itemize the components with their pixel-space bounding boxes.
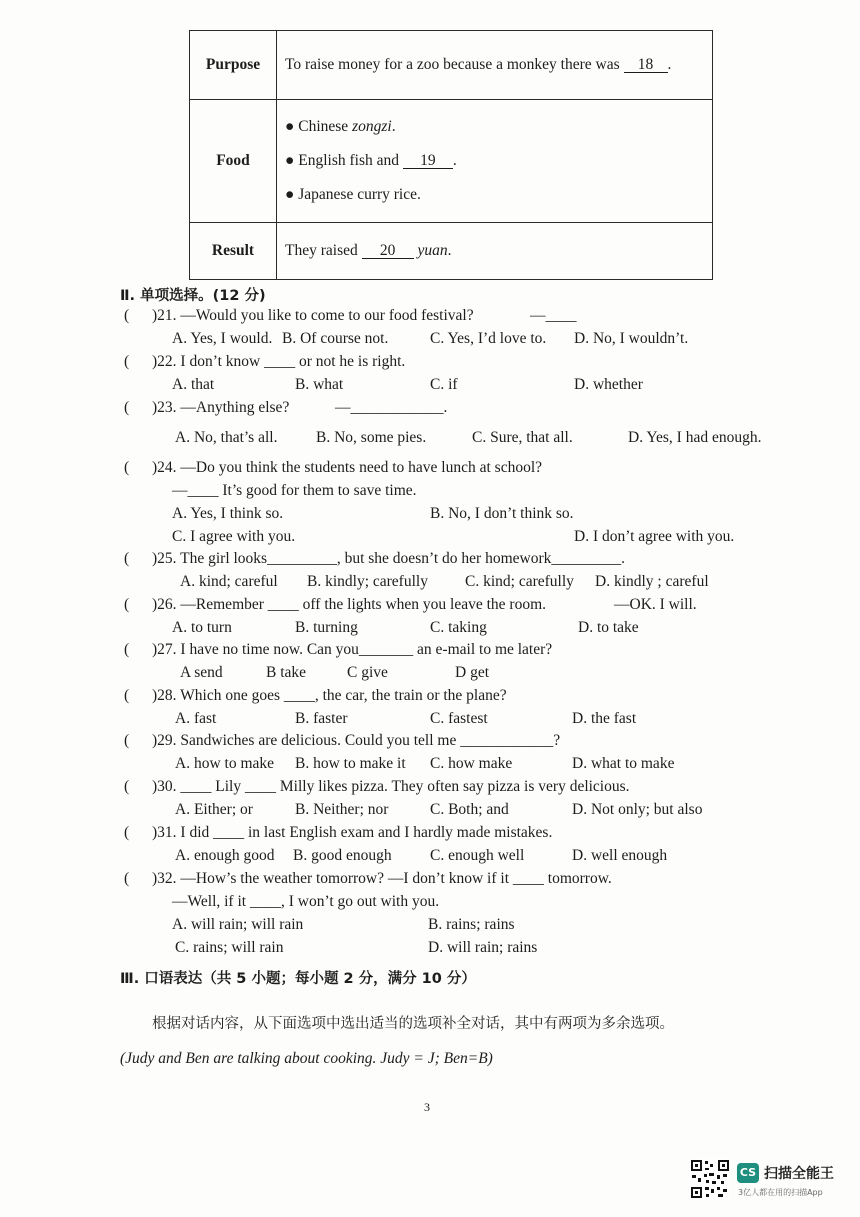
q32-stem: )32. —How’s the weather tomorrow? —I don’t know if it ____ tomorrow. xyxy=(152,870,612,887)
q25-option-b[interactable]: B. kindly; carefully xyxy=(307,573,428,590)
q23-option-d[interactable]: D. Yes, I had enough. xyxy=(628,429,762,446)
q21-stem: )21. —Would you like to come to our food festival? xyxy=(152,307,474,324)
q22-option-a[interactable]: A. that xyxy=(172,376,215,393)
blank-19: 19 xyxy=(403,153,453,169)
q21-option-b[interactable]: B. Of course not. xyxy=(282,330,389,347)
q31-stem: )31. I did ____ in last English exam and I hardly made mistakes. xyxy=(152,824,553,841)
q22-paren: ( xyxy=(124,353,130,370)
q26-option-b[interactable]: B. turning xyxy=(295,619,358,636)
q25-paren: ( xyxy=(124,550,130,567)
q30-option-a[interactable]: A. Either; or xyxy=(175,801,253,818)
q30-option-d[interactable]: D. Not only; but also xyxy=(572,801,703,818)
q32-option-b[interactable]: B. rains; rains xyxy=(428,916,515,933)
result-label: Result xyxy=(190,223,277,280)
section3-instruction: 根据对话内容，从下面选项中选出适当的选项补全对话，其中有两项为多余选项。 xyxy=(152,1016,674,1032)
q32-option-c[interactable]: C. rains; will rain xyxy=(175,939,284,956)
food-label: Food xyxy=(190,100,277,223)
q29-option-b[interactable]: B. how to make it xyxy=(295,755,406,772)
food-item2-text: ● English fish and xyxy=(285,152,399,169)
q28-stem: )28. Which one goes ____, the car, the train or the plane? xyxy=(152,687,507,704)
purpose-cell xyxy=(277,31,713,100)
q22-option-c[interactable]: C. if xyxy=(430,376,458,393)
food-row xyxy=(190,100,713,223)
q32-option-d[interactable]: D. will rain; rains xyxy=(428,939,538,956)
q30-option-c[interactable]: C. Both; and xyxy=(430,801,509,818)
food-item-zongzi xyxy=(285,110,712,144)
q24-line2: —____ It’s good for them to save time. xyxy=(172,482,417,499)
q23-stem: )23. —Anything else? xyxy=(152,399,290,416)
q28-option-a[interactable]: A. fast xyxy=(175,710,217,727)
q27-stem: )27. I have no time now. Can you_______ an e-mail to me later? xyxy=(152,641,553,658)
section2-title-text: Ⅱ. 单项选择。(12 分) xyxy=(120,288,266,304)
q31-option-c[interactable]: C. enough well xyxy=(430,847,525,864)
q26-option-d[interactable]: D. to take xyxy=(578,619,639,636)
q23-option-c[interactable]: C. Sure, that all. xyxy=(472,429,573,446)
q29-option-d[interactable]: D. what to make xyxy=(572,755,675,772)
result-end: . xyxy=(447,242,452,259)
q21-option-a[interactable]: A. Yes, I would. xyxy=(172,330,273,347)
page-number: 3 xyxy=(424,1100,430,1114)
food-item1-end: . xyxy=(391,118,396,135)
q29-stem: )29. Sandwiches are delicious. Could you tell me ____________? xyxy=(152,732,561,749)
q21-reply: —____ xyxy=(530,307,577,324)
q23-option-b[interactable]: B. No, some pies. xyxy=(316,429,427,446)
q24-option-b[interactable]: B. No, I don’t think so. xyxy=(430,505,574,522)
q22-option-d[interactable]: D. whether xyxy=(574,376,643,393)
q29-option-c[interactable]: C. how make xyxy=(430,755,513,772)
purpose-label: Purpose xyxy=(190,31,277,100)
q21-option-c[interactable]: C. Yes, I’d love to. xyxy=(430,330,547,347)
q24-option-d[interactable]: D. I don’t agree with you. xyxy=(574,528,735,545)
q26-stem: )26. —Remember ____ off the lights when you leave the room. xyxy=(152,596,547,613)
result-em: yuan xyxy=(417,242,448,259)
q24-paren: ( xyxy=(124,459,130,476)
blank-20: 20 xyxy=(362,243,414,259)
q23-paren: ( xyxy=(124,399,130,416)
food-item-curry: ● Japanese curry rice. xyxy=(285,186,421,203)
purpose-row xyxy=(190,31,713,100)
q31-option-b[interactable]: B. good enough xyxy=(293,847,392,864)
q22-option-b[interactable]: B. what xyxy=(295,376,344,393)
result-text: They raised xyxy=(285,242,358,259)
q31-option-d[interactable]: D. well enough xyxy=(572,847,668,864)
q30-stem: )30. ____ Lily ____ Milly likes pizza. They often say pizza is very delicious. xyxy=(152,778,630,795)
q25-option-c[interactable]: C. kind; carefully xyxy=(465,573,574,590)
food-item1-em: zongzi xyxy=(352,118,392,135)
q30-paren: ( xyxy=(124,778,130,795)
blank-18: 18 xyxy=(624,57,668,73)
food-item1-text: ● Chinese xyxy=(285,118,353,135)
q27-option-c[interactable]: C give xyxy=(347,664,388,681)
q23-option-a[interactable]: A. No, that’s all. xyxy=(175,429,278,446)
q24-option-c[interactable]: C. I agree with you. xyxy=(172,528,296,545)
result-cell xyxy=(277,223,713,280)
q27-paren: ( xyxy=(124,641,130,658)
q27-option-b[interactable]: B take xyxy=(266,664,307,681)
q27-option-a[interactable]: A send xyxy=(180,664,223,681)
q30-option-b[interactable]: B. Neither; nor xyxy=(295,801,389,818)
q23-reply: —____________. xyxy=(335,399,448,416)
food-cell xyxy=(277,100,713,223)
q32-option-a[interactable]: A. will rain; will rain xyxy=(172,916,304,933)
q28-option-d[interactable]: D. the fast xyxy=(572,710,637,727)
q32-paren: ( xyxy=(124,870,130,887)
result-row xyxy=(190,223,713,280)
q28-option-c[interactable]: C. fastest xyxy=(430,710,488,727)
q25-option-a[interactable]: A. kind; careful xyxy=(180,573,278,590)
q29-paren: ( xyxy=(124,732,130,749)
food-item-fish xyxy=(285,144,712,178)
purpose-end: . xyxy=(667,56,672,73)
q28-paren: ( xyxy=(124,687,130,704)
q24-option-a[interactable]: A. Yes, I think so. xyxy=(172,505,284,522)
q25-stem: )25. The girl looks_________, but she doesn’t do her homework_________. xyxy=(152,550,625,567)
q21-option-d[interactable]: D. No, I wouldn’t. xyxy=(574,330,689,347)
footer-brand: 扫描全能王 xyxy=(764,1166,834,1182)
footer-tagline: 3亿人都在用的扫描App xyxy=(738,1188,823,1197)
qr-code-icon xyxy=(690,1159,730,1199)
q28-option-b[interactable]: B. faster xyxy=(295,710,348,727)
q32-line2: —Well, if it ____, I won’t go out with you. xyxy=(172,893,440,910)
camscanner-logo-icon: CS xyxy=(737,1163,759,1183)
q25-option-d[interactable]: D. kindly ; careful xyxy=(595,573,709,590)
q31-paren: ( xyxy=(124,824,130,841)
q27-option-d[interactable]: D get xyxy=(455,664,490,681)
food-item2-end: . xyxy=(452,152,457,169)
q26-option-a[interactable]: A. to turn xyxy=(172,619,232,636)
q22-stem: )22. I don’t know ____ or not he is right. xyxy=(152,353,406,370)
q26-reply: —OK. I will. xyxy=(614,596,697,613)
q26-paren: ( xyxy=(124,596,130,613)
info-table xyxy=(189,30,713,280)
q29-option-a[interactable]: A. how to make xyxy=(175,755,275,772)
q31-option-a[interactable]: A. enough good xyxy=(175,847,275,864)
section3-context: (Judy and Ben are talking about cooking. Judy = J; Ben=B) xyxy=(120,1050,493,1067)
section2-title xyxy=(120,284,266,305)
q21-paren: ( xyxy=(124,307,130,324)
q26-option-c[interactable]: C. taking xyxy=(430,619,487,636)
q24-stem: )24. —Do you think the students need to have lunch at school? xyxy=(152,459,543,476)
purpose-text: To raise money for a zoo because a monkey there was xyxy=(285,56,620,73)
section3-title: Ⅲ. 口语表达（共 5 小题；每小题 2 分，满分 10 分） xyxy=(120,971,476,987)
